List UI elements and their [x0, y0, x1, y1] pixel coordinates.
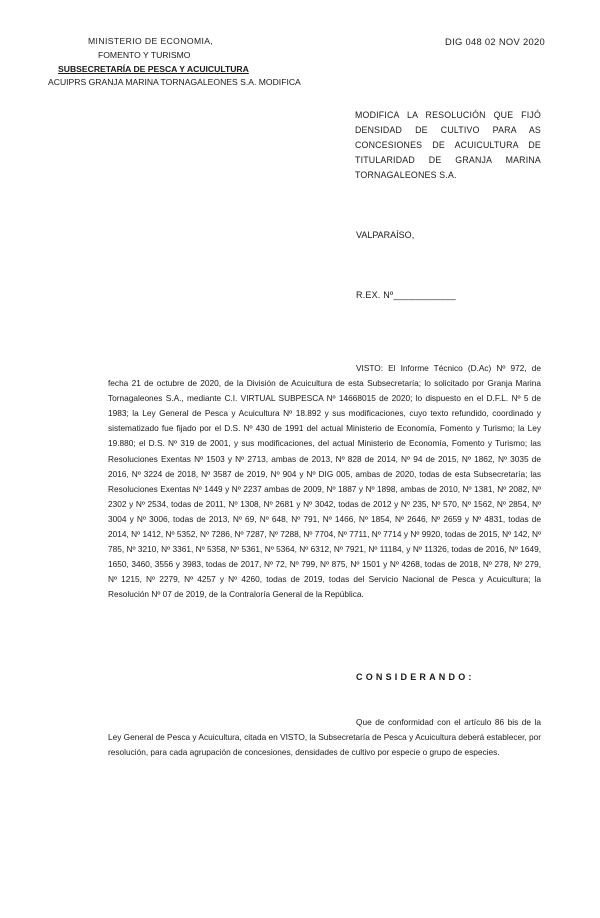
ministry-line-2: FOMENTO Y TURISMO	[98, 50, 191, 60]
city-line: VALPARAÍSO,	[356, 230, 415, 240]
subject-short: ACUIPRS GRANJA MARINA TORNAGALEONES S.A. MODIFICA	[48, 77, 301, 87]
resolution-number: R.EX. Nº____________	[356, 290, 456, 300]
visto-paragraph	[108, 361, 541, 603]
visto-text: VISTO: El Informe Técnico (D.Ac) Nº 972, de fecha 21 de octubre de 2020, de la División de Acuicultura de esta Subsecretaría; lo solicitado por Granja Marina Tornagaleones S.A., mediante C.I. VIRTUAL SUBPESCA Nº 14668015 de 2020; lo dispuesto en el D.F.L. Nº 5 de 1983; la Ley General de Pesca y Acuicultura Nº 18.892 y sus modificaciones, cuyo texto refundido, coordinado y sistematizado fue fijado por el D.S. Nº 430 de 1991 del actual Ministerio de Economía, Fomento y Turismo; la Ley 19.880; el D.S. Nº 319 de 2001, y sus modificaciones, del actual Ministerio de Economía, Fomento y Turismo; las Resoluciones Exentas Nº 1503 y Nº 2713, ambas de 2013, Nº 828 de 2014, Nº 94 de 2015, Nº 1862, Nº 3035 de 2016, Nº 3224 de 2018, Nº 3587 de 2019, Nº 904 y Nº DIG 005, ambas de 2020, todas de esta Subsecretaría; las Resoluciones Exentas Nº 1449 y Nº 2237 ambas de 2009, Nº 1887 y Nº 1898, ambas de 2010, Nº 1381, Nº 2082, Nº 2302 y Nº 2534, todas de 2011, Nº 1308, Nº 2681 y Nº 3042, todas de 2012 y Nº 235, Nº 570, Nº 1562, Nº 2854, Nº 3004 y Nº 3006, todas de 2013, Nº 69, Nº 648, Nº 791, Nº 1466, Nº 1854, Nº 2646, Nº 2659 y Nº 4831, todas de 2014, Nº 1412, Nº 5352, Nº 7286, Nº 7287, Nº 7288, Nº 7704, Nº 7711, Nº 7714 y Nº 9920, todas de 2015, Nº 142, Nº 785, Nº 3210, Nº 3361, Nº 5358, Nº 5361, Nº 5364, Nº 6312, Nº 7921, Nº 11184, y Nº 11326, todas de 2016, Nº 1649, 1650, 3460, 3556 y 3983, todas de 2017, Nº 72, Nº 799, Nº 875, Nº 1501 y Nº 4268, todas de 2018, Nº 278, Nº 279, Nº 1215, Nº 2279, Nº 4257 y Nº 4260, todas de 2019, todas del Servicio Nacional de Pesca y Acuicultura; la Resolución Nº 07 de 2019, de la Contraloría General de la República.	[108, 363, 541, 600]
considerando-paragraph	[108, 715, 541, 760]
resolution-subject: MODIFICA LA RESOLUCIÓN QUE FIJÓ DENSIDAD DE CULTIVO PARA AS CONCESIONES DE ACUICULTURA DE TITULARIDAD DE GRANJA MARINA TORNAGALEONES S.A.	[355, 110, 541, 180]
ministry-line-1: MINISTERIO DE ECONOMIA,	[88, 36, 214, 46]
undersecretariat-name: SUBSECRETARÍA DE PESCA Y ACUICULTURA	[58, 64, 249, 74]
considerando-text: Que de conformidad con el artículo 86 bis de la Ley General de Pesca y Acuicultura, citada en VISTO, la Subsecretaría de Pesca y Acuicultura deberá establecer, por resolución, para cada agrupación de concesiones, densidades de cultivo por especie o grupo de especies.	[108, 717, 541, 758]
considerando-heading: CONSIDERANDO:	[356, 672, 475, 682]
document-reference: DIG 048 02 NOV 2020	[445, 36, 546, 47]
